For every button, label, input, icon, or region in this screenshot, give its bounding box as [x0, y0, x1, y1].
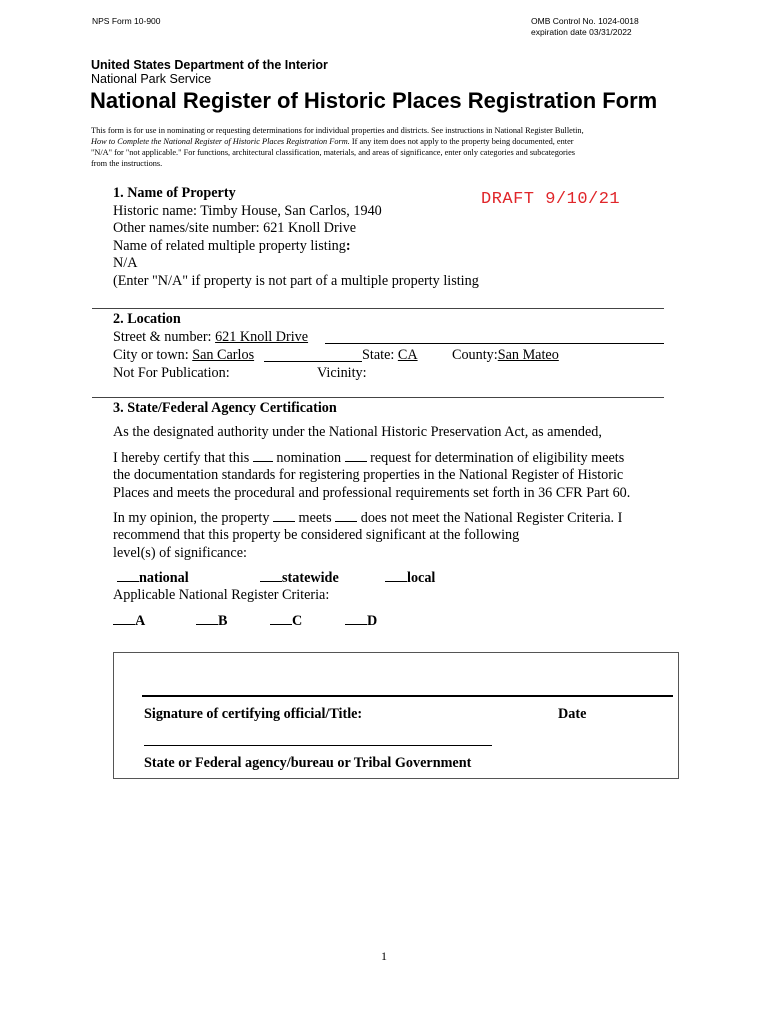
section-divider [92, 308, 664, 309]
level-statewide-option[interactable] [260, 569, 339, 588]
street-blank-line [325, 343, 664, 344]
expiration-date: expiration date 03/31/2022 [531, 27, 632, 37]
opinion-text-a: In my opinion, the property [113, 510, 273, 526]
not-for-publication-label: Not For Publication: [113, 365, 230, 381]
criteria-a-option[interactable] [113, 612, 145, 631]
level-local-label: local [407, 570, 436, 586]
omb-control-number: OMB Control No. 1024-0018 [531, 16, 639, 26]
criteria-d-checkbox[interactable] [345, 612, 367, 625]
meets-checkbox[interactable] [273, 509, 295, 522]
related-listing-value: N/A [113, 255, 138, 271]
level-local-option[interactable] [385, 569, 435, 588]
criteria-d-label: D [367, 613, 378, 629]
criteria-d-option[interactable] [345, 612, 377, 631]
certify-line-3: Places and meets the procedural and professional requirements set forth in 36 CFR Part 60. [113, 485, 631, 501]
street-label: Street & number: [113, 329, 216, 345]
state-value[interactable]: CA [397, 347, 418, 363]
opinion-line-2: recommend that this property be considered significant at the following [113, 527, 520, 543]
related-listing-row [113, 238, 479, 256]
signature-line[interactable] [142, 695, 673, 697]
state-label: State: [362, 347, 398, 363]
signature-official-label: Signature of certifying official/Title: [144, 706, 363, 722]
criteria-b-checkbox[interactable] [196, 612, 218, 625]
state-row [362, 347, 418, 365]
county-row [452, 347, 559, 365]
opinion-line-3: level(s) of significance: [113, 545, 247, 561]
section-2-heading: 2. Location [113, 311, 181, 327]
intro-line-3: "N/A" for "not applicable." For functions, architectural classification, materials, and areas of significance, enter only categories and subcategories [91, 148, 575, 157]
intro-line-2-rest: If any item does not apply to the property being documented, enter [349, 137, 574, 146]
department-name: United States Department of the Interior [91, 58, 328, 72]
draft-stamp: DRAFT 9/10/21 [481, 190, 621, 209]
certify-text-a: I hereby certify that this [113, 450, 253, 466]
form-number: NPS Form 10-900 [92, 16, 161, 26]
level-national-label: national [139, 570, 189, 586]
criteria-a-checkbox[interactable] [113, 612, 135, 625]
intro-paragraph [91, 125, 687, 169]
city-label: City or town: [113, 347, 193, 363]
local-checkbox[interactable] [385, 569, 407, 582]
criteria-a-label: A [135, 613, 146, 629]
certify-text-b: nomination [272, 450, 345, 466]
intro-line-1: This form is for use in nominating or requesting determinations for individual properties and districts. See instructions in National Register Bulletin, [91, 126, 584, 135]
county-label: County: [452, 347, 498, 363]
section-1 [113, 185, 479, 290]
page-number: 1 [381, 949, 387, 963]
page-title: National Register of Historic Places Registration Form [90, 88, 658, 113]
criteria-b-label: B [218, 613, 228, 629]
opinion-line-1 [113, 509, 622, 528]
level-statewide-label: statewide [282, 570, 339, 586]
service-name: National Park Service [91, 72, 212, 86]
criteria-c-label: C [292, 613, 303, 629]
nomination-checkbox[interactable] [253, 449, 273, 462]
intro-line-2 [91, 136, 687, 147]
historic-name: Historic name: Timby House, San Carlos, 1940 [113, 202, 382, 219]
other-names: Other names/site number: 621 Knoll Drive [113, 220, 357, 236]
criteria-c-checkbox[interactable] [270, 612, 292, 625]
authority-statement: As the designated authority under the National Historic Preservation Act, as amended, [113, 424, 602, 440]
related-listing-note: (Enter "N/A" if property is not part of a multiple property listing [113, 272, 479, 289]
opinion-text-b: meets [294, 510, 336, 526]
city-row [113, 347, 254, 365]
related-listing-colon: : [345, 237, 351, 254]
agency-label: State or Federal agency/bureau or Tribal Government [144, 755, 472, 771]
vicinity-label: Vicinity: [317, 365, 367, 381]
city-value[interactable]: San Carlos [192, 347, 255, 363]
certify-text-c: request for determination of eligibility meets [366, 450, 625, 466]
related-listing-label: Name of related multiple property listing [113, 237, 346, 254]
national-checkbox[interactable] [117, 569, 139, 582]
does-not-meet-checkbox[interactable] [335, 509, 357, 522]
criteria-c-option[interactable] [270, 612, 302, 631]
section-1-heading: 1. Name of Property [113, 185, 236, 201]
street-row [113, 329, 308, 347]
level-national-option[interactable] [117, 569, 189, 588]
signature-date-label: Date [558, 706, 587, 722]
criteria-label: Applicable National Register Criteria: [113, 587, 330, 603]
intro-line-4: from the instructions. [91, 159, 163, 168]
agency-signature-line[interactable] [144, 745, 492, 746]
certify-line-2: the documentation standards for registering properties in the National Register of Historic [113, 467, 624, 483]
certify-line-1 [113, 449, 624, 468]
city-blank-line [264, 361, 362, 362]
section-3-heading: 3. State/Federal Agency Certification [113, 400, 337, 416]
street-value[interactable]: 621 Knoll Drive [215, 329, 309, 345]
eligibility-request-checkbox[interactable] [345, 449, 367, 462]
statewide-checkbox[interactable] [260, 569, 282, 582]
county-value[interactable]: San Mateo [497, 347, 559, 363]
criteria-b-option[interactable] [196, 612, 227, 631]
opinion-text-c: does not meet the National Register Criteria. I [357, 510, 623, 526]
section-divider [92, 397, 664, 398]
intro-bulletin-title: How to Complete the National Register of Historic Places Registration Form. [91, 137, 350, 146]
